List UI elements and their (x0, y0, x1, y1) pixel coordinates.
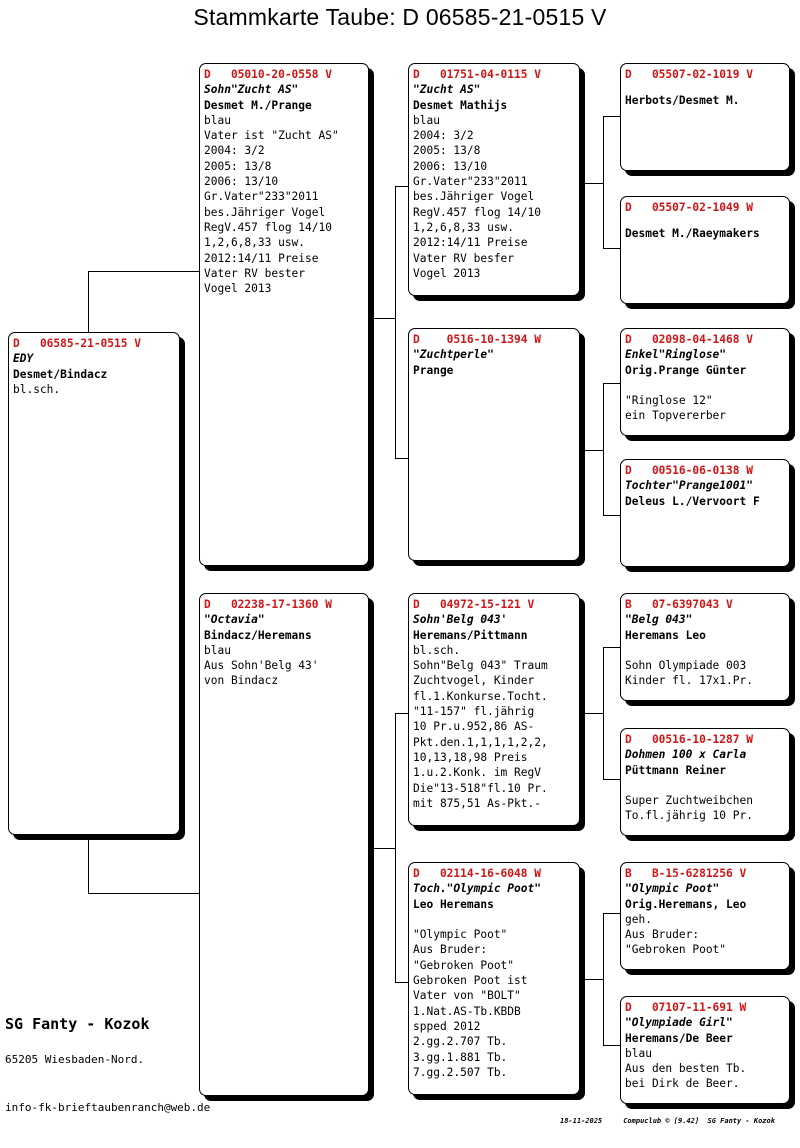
info-line: Aus den besten Tb. (625, 1062, 747, 1076)
info-line: 1.Nat.AS-Tb.KBDB (413, 1004, 521, 1018)
info-line: 7.gg.2.507 Tb. (413, 1065, 508, 1079)
connector (88, 271, 89, 333)
owner-name: Herbots/Desmet M. (625, 94, 740, 108)
info-line: RegV.457 flog 14/10 (204, 220, 332, 234)
info-line: Vater RV besfer (413, 251, 515, 265)
info-line: fl.1.Konkurse.Tocht. (413, 689, 548, 703)
info-line: "Olympic Poot" (413, 928, 508, 942)
ring-number: D 0516-10-1394 W (413, 333, 541, 346)
info-line: bl.sch. (413, 643, 461, 657)
ring-number: D 00516-10-1287 W (625, 733, 753, 746)
info-line: blau (413, 113, 440, 127)
connector (88, 838, 89, 893)
info-line: To.fl.jährig 10 Pr. (625, 809, 753, 823)
info-line: blau (204, 113, 231, 127)
info-line: 10,13,18,98 Preis (413, 750, 528, 764)
ring-number: B 07-6397043 V (625, 598, 733, 611)
pigeon-name: Tochter"Prange1001" (625, 479, 753, 493)
info-line: 1.u.2.Konk. im RegV (413, 766, 541, 780)
connector (585, 713, 603, 714)
ring-number: D 02114-16-6048 W (413, 867, 541, 880)
connector (603, 913, 620, 914)
connector (603, 116, 604, 249)
ring-number: D 02098-04-1468 V (625, 333, 753, 346)
info-line: 2012:14/11 Preise (413, 236, 528, 250)
pigeon-card-fmm (620, 459, 790, 567)
pigeon-card-mmf (620, 862, 790, 970)
info-line: spped 2012 (413, 1019, 481, 1033)
info-line: 1,2,6,8,33 usw. (204, 236, 306, 250)
pigeon-name: "Zuchtperle" (413, 348, 494, 362)
owner-name: Deleus L./Vervoort F (625, 494, 760, 508)
info-line (625, 378, 785, 393)
owner-name: Püttmann Reiner (625, 763, 727, 777)
info-line: Gr.Vater"233"2011 (413, 175, 528, 189)
pigeon-name: EDY (13, 352, 34, 366)
ring-number: D 05010-20-0558 V (204, 68, 332, 81)
connector (585, 450, 603, 451)
pigeon-card-mother (199, 593, 369, 1096)
info-line: Vater RV bester (204, 266, 306, 280)
info-line: "Gebroken Poot" (413, 958, 515, 972)
connector (603, 248, 620, 249)
connector (585, 979, 603, 980)
ring-number: D 00516-06-0138 W (625, 464, 753, 477)
pigeon-name: "Zucht AS" (413, 83, 481, 97)
pigeon-name: "Olympic Poot" (625, 882, 720, 896)
pigeon-name: "Belg 043" (625, 613, 693, 627)
info-line: 2004: 3/2 (204, 144, 265, 158)
pigeon-card-ff (408, 63, 580, 296)
info-line: geh. (625, 912, 652, 926)
info-line: Aus Bruder: (625, 928, 700, 942)
info-line (413, 912, 575, 927)
ring-number: D 05507-02-1019 V (625, 68, 753, 81)
owner-name: Orig.Heremans, Leo (625, 897, 747, 911)
connector (603, 913, 604, 1046)
info-line: Sohn Olympiade 003 (625, 659, 747, 673)
owner-name: Desmet Mathijs (413, 98, 508, 112)
club-name: SG Fanty - Kozok (5, 1015, 150, 1033)
owner-name: Leo Heremans (413, 897, 494, 911)
owner-name: Heremans/Pittmann (413, 628, 528, 642)
connector (88, 271, 200, 272)
ring-number: D 05507-02-1049 W (625, 201, 753, 214)
pigeon-card-fm (408, 328, 580, 561)
info-line: 2004: 3/2 (413, 129, 474, 143)
info-line: Vogel 2013 (204, 282, 272, 296)
pigeon-name: Sohn'Belg 043' (413, 613, 508, 627)
connector (373, 318, 395, 319)
info-line: 10 Pr.u.952,86 AS- (413, 720, 535, 734)
ring-number: B B-15-6281256 V (625, 867, 747, 880)
connector (395, 982, 408, 983)
info-line: "Ringlose 12" (625, 394, 713, 408)
connector (603, 383, 620, 384)
owner-name: Desmet/Bindacz (13, 367, 108, 381)
pigeon-card-mfm (620, 728, 790, 836)
club-email: info-fk-brieftaubenranch@web.de (5, 1101, 211, 1114)
info-line: "Gebroken Poot" (625, 943, 727, 957)
pigeon-name: Dohmen 100 x Carla (625, 748, 747, 762)
pigeon-card-mmm (620, 996, 790, 1104)
info-line: bl.sch. (13, 382, 61, 396)
info-line (625, 643, 785, 658)
pigeon-name: "Octavia" (204, 613, 265, 627)
connector (603, 779, 620, 780)
connector (395, 458, 408, 459)
owner-name: Heremans/De Beer (625, 1031, 733, 1045)
info-line: Pkt.den.1,1,1,1,2,2, (413, 735, 548, 749)
ring-number: D 04972-15-121 V (413, 598, 535, 611)
pigeon-name: Sohn"Zucht AS" (204, 83, 299, 97)
info-line: 2012:14/11 Preise (204, 251, 319, 265)
owner-name: Prange (413, 363, 454, 377)
connector (603, 647, 620, 648)
info-line: Die"13-518"fl.10 Pr. (413, 781, 548, 795)
owner-name: Orig.Prange Günter (625, 363, 747, 377)
info-line: mit 875,51 As-Pkt.- (413, 796, 541, 810)
club-address: 65205 Wiesbaden-Nord. (5, 1053, 145, 1066)
pigeon-card-ffm (620, 196, 790, 304)
owner-name: Desmet M./Prange (204, 98, 312, 112)
info-line: 2005: 13/8 (413, 144, 481, 158)
pigeon-card-fff (620, 63, 790, 171)
info-line (625, 778, 785, 793)
connector (603, 647, 604, 780)
connector (603, 383, 604, 516)
info-line: "11-157" fl.jährig (413, 705, 535, 719)
connector (395, 713, 396, 983)
pigeon-name: Toch."Olympic Poot" (413, 882, 541, 896)
info-line: Zuchtvogel, Kinder (413, 674, 535, 688)
info-line: ein Topvererber (625, 409, 727, 423)
info-line: 2006: 13/10 (413, 159, 488, 173)
info-line: bes.Jähriger Vogel (413, 190, 535, 204)
ring-number: D 06585-21-0515 V (13, 337, 141, 350)
info-line: Sohn"Belg 043" Traum (413, 659, 548, 673)
footer-credit: 18-11-2025 Compuclub © [9.42] SG Fanty - Kozok (560, 1117, 775, 1125)
info-line: Gr.Vater"233"2011 (204, 190, 319, 204)
info-line: Vater von "BOLT" (413, 989, 521, 1003)
owner-name: Bindacz/Heremans (204, 628, 312, 642)
pigeon-card-mm (408, 862, 580, 1095)
info-line: Super Zuchtweibchen (625, 794, 753, 808)
pigeon-name: "Olympiade Girl" (625, 1016, 733, 1030)
info-line: von Bindacz (204, 674, 279, 688)
ring-number: D 07107-11-691 W (625, 1001, 747, 1014)
connector (395, 713, 408, 714)
info-line: Gebroken Poot ist (413, 974, 528, 988)
connector (395, 186, 396, 459)
info-line: bei Dirk de Beer. (625, 1077, 740, 1091)
pigeon-card-mf (408, 593, 580, 826)
connector (88, 893, 200, 894)
pigeon-name: Enkel"Ringlose" (625, 348, 727, 362)
connector (603, 116, 620, 117)
info-line: Aus Bruder: (413, 943, 488, 957)
pigeon-card-fmf (620, 328, 790, 436)
connector (603, 1045, 620, 1046)
info-line: Vogel 2013 (413, 266, 481, 280)
pigeon-card-mff (620, 593, 790, 701)
connector (395, 186, 408, 187)
info-line: Vater ist "Zucht AS" (204, 129, 339, 143)
page-title: Stammkarte Taube: D 06585-21-0515 V (193, 4, 607, 30)
owner-name: Desmet M./Raeymakers (625, 227, 760, 241)
info-line: blau (204, 643, 231, 657)
info-line: 2.gg.2.707 Tb. (413, 1035, 508, 1049)
info-line: RegV.457 flog 14/10 (413, 205, 541, 219)
pigeon-card-father (199, 63, 369, 566)
info-line: Aus Sohn'Belg 43' (204, 659, 319, 673)
ring-number: D 01751-04-0115 V (413, 68, 541, 81)
info-line: 1,2,6,8,33 usw. (413, 220, 515, 234)
info-line: 2005: 13/8 (204, 159, 272, 173)
info-line: 2006: 13/10 (204, 175, 279, 189)
info-line: 3.gg.1.881 Tb. (413, 1050, 508, 1064)
ring-number: D 02238-17-1360 W (204, 598, 332, 611)
info-line: blau (625, 1046, 652, 1060)
owner-name: Heremans Leo (625, 628, 706, 642)
connector (603, 515, 620, 516)
pigeon-card-subject (8, 332, 180, 835)
connector (585, 183, 603, 184)
info-line: Kinder fl. 17x1.Pr. (625, 674, 753, 688)
connector (373, 848, 395, 849)
info-line: bes.Jähriger Vogel (204, 205, 326, 219)
